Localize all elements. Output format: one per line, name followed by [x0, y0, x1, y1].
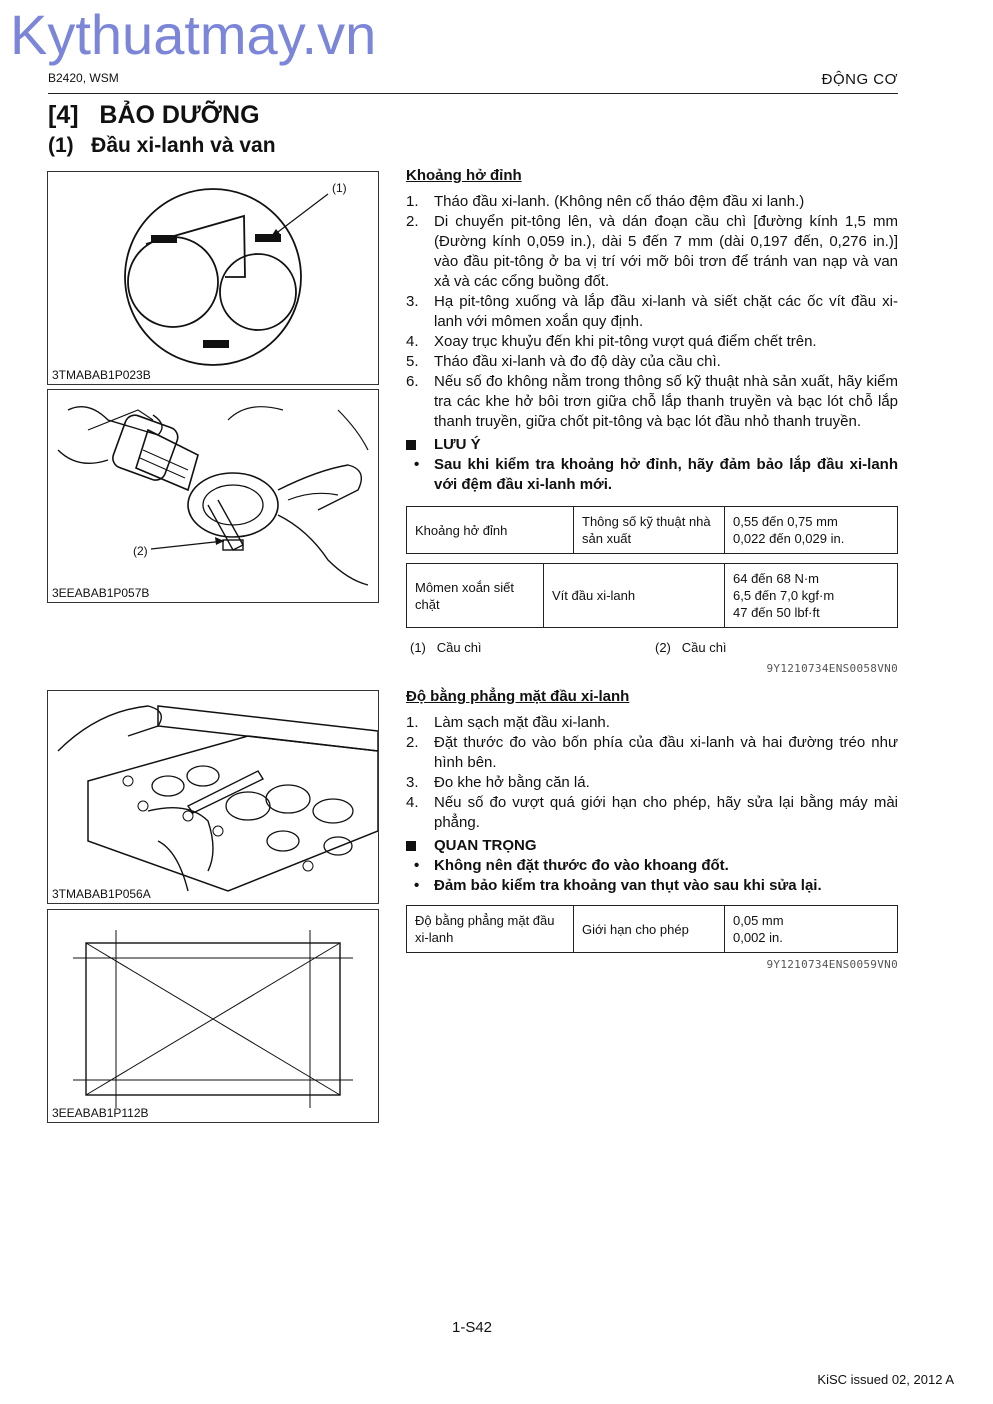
- spec-table-clearance: [406, 506, 898, 554]
- important-bullet: • Đảm bảo kiểm tra khoảng van thụt vào sau khi sửa lại.: [414, 877, 822, 894]
- step-item: 3. Đo khe hở bằng căn lá.: [406, 774, 590, 791]
- step-item: 1. Tháo đầu xi-lanh. (Không nên cố tháo đệm đầu xi lanh.): [406, 193, 805, 210]
- step-item: 1. Làm sạch mặt đầu xi-lanh.: [406, 714, 610, 731]
- header-chapter: ĐỘNG CƠ: [821, 71, 898, 88]
- spec-table-flatness: [406, 905, 898, 953]
- step-item: 4. Nếu số đo vượt quá giới hạn cho phép, hãy sửa lại bằng máy mài phẳng.: [406, 794, 898, 831]
- figure-straightedge: [47, 690, 379, 904]
- figure-code: 3EEABAB1P057B: [52, 586, 150, 600]
- section-head-flatness: [406, 687, 898, 975]
- piston-top-illustration: [48, 172, 378, 384]
- spec-value: 0,05 mm 0,002 in.: [725, 906, 898, 953]
- step-item: 2. Di chuyển pit-tông lên, và dán đoạn cầu chì [đường kính 1,5 mm (Đường kính 0,059 in.), dài 5 đến 7 mm (dài 0,197 đến, 0,276 in.)] vào đầu pit-tông ở ba vị trí với mỡ bôi trơn để tránh van nạp và van xả và các cổng buồng đốt.: [406, 213, 898, 290]
- figure-callout-1: (1): [332, 181, 347, 195]
- spec-value: 0,55 đến 0,75 mm 0,022 đến 0,029 in.: [725, 507, 898, 554]
- issue-info: KiSC issued 02, 2012 A: [817, 1372, 954, 1387]
- steps-list: [406, 713, 898, 833]
- section-title: Độ bằng phẳng mặt đầu xi-lanh: [406, 688, 630, 705]
- subsection-heading: (1) Đầu xi-lanh và van: [48, 134, 276, 157]
- figure-callout-2: (2): [133, 544, 148, 558]
- note-bullet: • Sau khi kiểm tra khoảng hở đỉnh, hãy đảm bảo lắp đầu xi-lanh với đệm đầu xi-lanh mới.: [414, 456, 898, 493]
- cylinder-head-illustration: [48, 691, 378, 903]
- micrometer-illustration: [48, 390, 378, 602]
- legend-item: (2) Cầu chì: [655, 640, 727, 655]
- spec-label: Giới hạn cho phép: [574, 906, 725, 953]
- figure-code: 3TMABAB1P056A: [52, 887, 151, 901]
- step-item: 2. Đặt thước đo vào bốn phía của đầu xi-lanh và hai đường tréo như hình bên.: [406, 734, 898, 771]
- figure-micrometer: [47, 389, 379, 603]
- page-number: 1-S42: [451, 1319, 493, 1336]
- header-rule: [48, 93, 898, 94]
- steps-list: [406, 192, 898, 432]
- figure-code: 3EEABAB1P112B: [52, 1106, 149, 1120]
- figure-legend: [406, 638, 898, 658]
- important-bullet: • Không nên đặt thước đo vào khoang đốt.: [414, 857, 729, 874]
- reference-code: 9Y1210734ENS0058VN0: [766, 662, 898, 675]
- figure-piston-top: [47, 171, 379, 385]
- square-bullet-icon: [406, 440, 416, 450]
- spec-label: Thông số kỹ thuật nhà sản xuất: [574, 507, 725, 554]
- step-item: 4. Xoay trục khuỷu đến khi pit-tông vượt quá điểm chết trên.: [406, 333, 817, 350]
- spec-label: Vít đầu xi-lanh: [544, 564, 725, 628]
- section-top-clearance: [406, 166, 898, 679]
- step-item: 3. Hạ pit-tông xuống và lắp đầu xi-lanh và siết chặt các ốc vít đầu xi-lanh với mômen xoắn quy định.: [406, 293, 898, 330]
- note-heading: LƯU Ý: [406, 435, 898, 455]
- square-bullet-icon: [406, 841, 416, 851]
- spec-item: Độ bằng phẳng mặt đầu xi-lanh: [407, 906, 574, 953]
- important-heading: QUAN TRỌNG: [406, 836, 898, 856]
- section-title: Khoảng hở đỉnh: [406, 167, 522, 184]
- legend-item: (1) Cầu chì: [410, 640, 482, 655]
- section-heading: [4] BẢO DƯỠNG: [48, 101, 260, 129]
- header-manual-id: B2420, WSM: [48, 71, 119, 85]
- step-item: 5. Tháo đầu xi-lanh và đo độ dày của cầu chì.: [406, 353, 721, 370]
- watermark: Kythuatmay.vn: [10, 3, 377, 66]
- step-item: 6. Nếu số đo không nằm trong thông số kỹ thuật nhà sản xuất, hãy kiểm tra các khe hở bôi trơn giữa chỗ lắp thanh truyền và bạc lót chỗ lắp thanh truyền, giữa chốt pit-tông và bạc lót đầu nhỏ thanh truyền.: [406, 373, 898, 430]
- spec-item: Mômen xoắn siết chặt: [407, 564, 544, 628]
- measurement-lines-diagram: [48, 910, 378, 1122]
- spec-value: 64 đến 68 N·m 6,5 đến 7,0 kgf·m 47 đến 50 lbf·ft: [725, 564, 898, 628]
- figure-measure-pattern: [47, 909, 379, 1123]
- spec-item: Khoảng hở đỉnh: [407, 507, 574, 554]
- reference-code: 9Y1210734ENS0059VN0: [766, 958, 898, 971]
- figure-code: 3TMABAB1P023B: [52, 368, 151, 382]
- spec-table-torque: [406, 563, 898, 628]
